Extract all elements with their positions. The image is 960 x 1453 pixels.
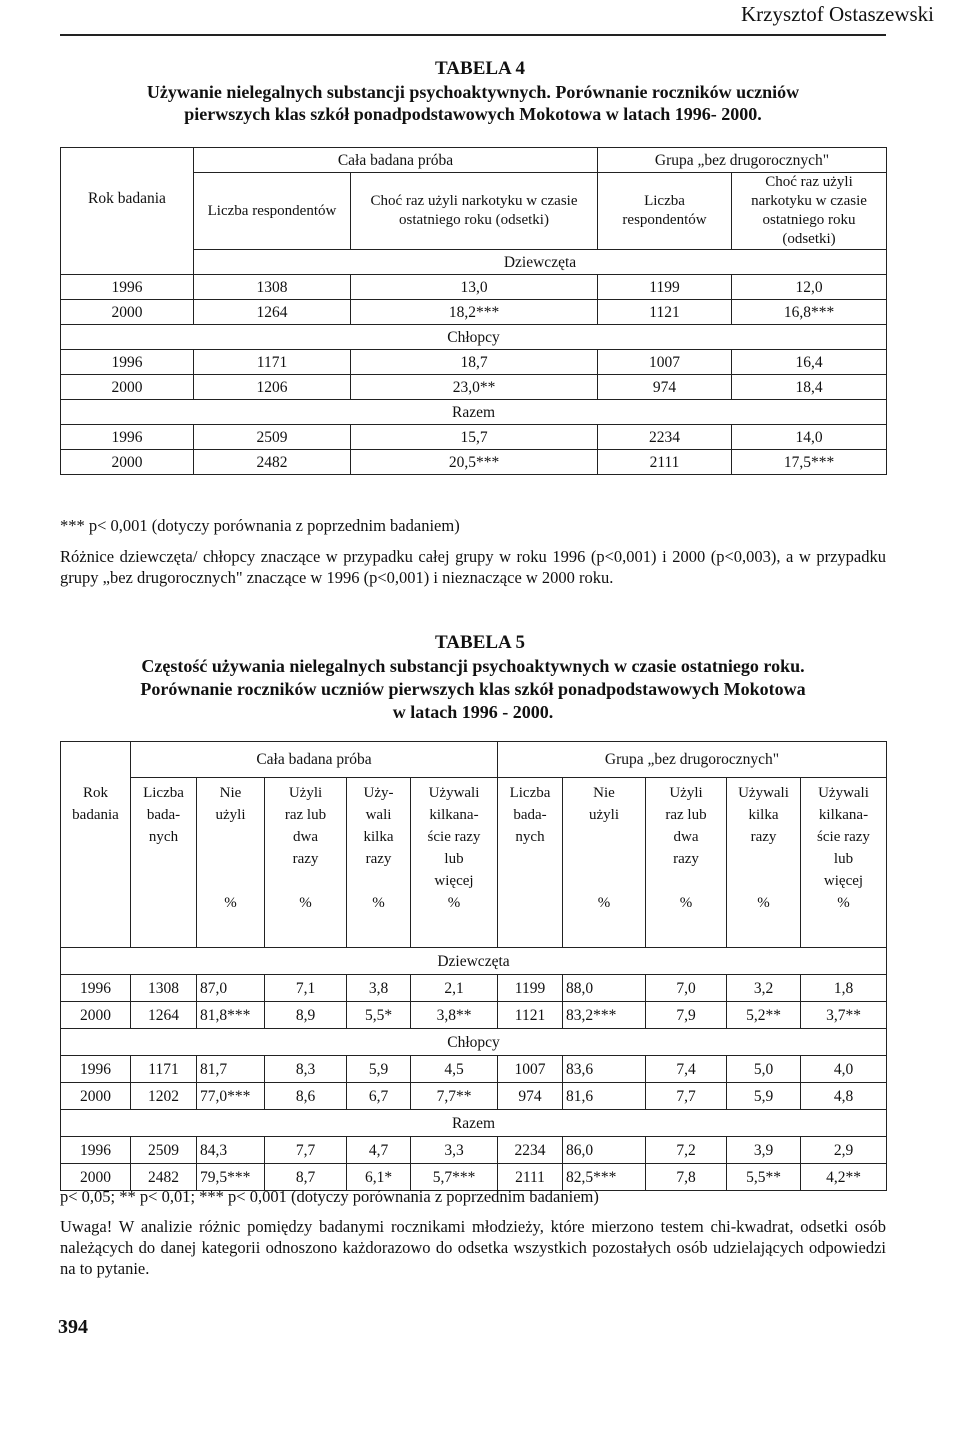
table5-col-header-line <box>730 848 797 870</box>
table4-cell: 18,4 <box>732 375 887 400</box>
table5-cell: 2000 <box>61 1002 131 1029</box>
table4-cell: 16,8*** <box>732 300 887 325</box>
table5-col-header-line: % <box>372 895 385 911</box>
table5-col-header-line: % <box>299 895 312 911</box>
table5-group-all: Cała badana próba <box>131 742 498 778</box>
table5-col-header-line <box>64 848 127 870</box>
table5-col-header-line: Uży- <box>363 785 394 801</box>
table5-col-header-line <box>350 870 407 892</box>
table5-cell: 7,2 <box>646 1137 727 1164</box>
table5-cell: 5,7*** <box>411 1164 498 1191</box>
table5-cell: 87,0 <box>197 975 265 1002</box>
table5-col-header-line <box>200 848 261 870</box>
table4-cell: 974 <box>598 375 732 400</box>
table5-cell: 81,6 <box>563 1083 646 1110</box>
table5-col-header-line: kilkana- <box>429 807 479 823</box>
table5-cell: 1171 <box>131 1056 197 1083</box>
table4-row <box>61 450 887 475</box>
table4-cell: 23,0** <box>351 375 598 400</box>
table5-col-header-line: raz lub <box>284 807 327 823</box>
table5-col-header-line <box>200 826 261 848</box>
table4-cell: 20,5*** <box>351 450 598 475</box>
table5-col-header-line: dwa <box>293 829 318 845</box>
table4-remark: Różnice dziewczęta/ chłopcy znaczące w przypadku całej grupy w roku 1996 (p<0,001) i 2000 (p<0,003), a w przypadku grupy „bez drugorocznych" znaczące w 1996 (p<0,001) i nieznaczące w 2000 roku. <box>60 547 886 587</box>
table5-col-header-line: % <box>447 895 461 911</box>
table5-cell: 7,0 <box>646 975 727 1002</box>
table5-cell: 82,5*** <box>563 1164 646 1191</box>
table5-col-header-line: ście razy <box>427 829 481 845</box>
table5-col-header-line: razy <box>750 829 777 845</box>
table5-row <box>61 1083 887 1110</box>
table4-cell: 2111 <box>598 450 732 475</box>
table5-cell: 2,1 <box>411 975 498 1002</box>
table4-section-label: Razem <box>61 400 887 425</box>
table5-col-header-line <box>268 870 343 892</box>
table5-col-header-line <box>200 870 261 892</box>
table5-cell: 84,3 <box>197 1137 265 1164</box>
table5-col-header <box>131 778 197 948</box>
table5-col-header-line: Rok <box>82 784 108 801</box>
table5-cell: 2509 <box>131 1137 197 1164</box>
table5-cell: 83,2*** <box>563 1002 646 1029</box>
table5-col-header <box>265 778 347 948</box>
table5-cell: 7,9 <box>646 1002 727 1029</box>
table5-cell: 3,7** <box>801 1002 887 1029</box>
table5-cell: 1996 <box>61 1056 131 1083</box>
table5-col-header-line <box>64 892 127 914</box>
table5-cell: 2000 <box>61 1164 131 1191</box>
table5-col-header-line: lub <box>833 851 854 867</box>
table4-footnote: *** p< 0,001 (dotyczy porównania z poprzednim badaniem) <box>60 516 460 535</box>
table4-cell: 2509 <box>194 425 351 450</box>
table4 <box>60 147 887 475</box>
table4-cell: 1264 <box>194 300 351 325</box>
table5-col-header-line: więcej <box>823 873 864 889</box>
table5-cell: 6,1* <box>347 1164 411 1191</box>
table5-col-header <box>61 778 131 948</box>
table5-cell: 4,5 <box>411 1056 498 1083</box>
table5-cell: 2,9 <box>801 1137 887 1164</box>
table4-cell: 1199 <box>598 275 732 300</box>
table5-col-header-line: Używali <box>818 785 869 801</box>
table5-cell: 4,8 <box>801 1083 887 1110</box>
table4-caption-line1: Używanie nielegalnych substancji psychoaktywnych. Porównanie roczników uczniów <box>146 82 800 102</box>
table5-cell: 83,6 <box>563 1056 646 1083</box>
table5-col-header-line <box>134 870 193 892</box>
table5-remark: Uwaga! W analizie różnic pomiędzy badanymi rocznikami młodzieży, które mierzono testem chi-kwadrat, odsetki osób należących do danej kategorii odnoszono każdorazowo do odsetka wszystkich pozostałych osób udzielających odpowiedzi na to pytanie. <box>60 1217 886 1278</box>
table5-col-header-line: kilkana- <box>818 807 869 823</box>
table4-cell: 2234 <box>598 425 732 450</box>
table5-col-header-line: Liczba <box>509 785 551 801</box>
table5-cell: 81,8*** <box>197 1002 265 1029</box>
table5-col-header-line: dwa <box>673 829 699 845</box>
table5-cell: 3,9 <box>727 1137 801 1164</box>
table5-cell: 2482 <box>131 1164 197 1191</box>
table5-col-header-line: razy <box>365 851 392 867</box>
table5-cell: 5,5** <box>727 1164 801 1191</box>
table4-col-used-nr: Choć raz użyli narkotyku w czasie ostatniego roku (odsetki) <box>732 173 887 250</box>
table5-cell: 5,9 <box>727 1083 801 1110</box>
table5-col-header-line: Używali <box>428 785 480 801</box>
table5-cell: 7,7 <box>265 1137 347 1164</box>
table4-col-year: Rok badania <box>61 148 194 250</box>
table5-row <box>61 1137 887 1164</box>
table5-col-header-line <box>566 870 642 892</box>
table5-section-label: Dziewczęta <box>61 948 887 975</box>
table5-col-header-line: wali <box>365 807 392 823</box>
table5-section-label: Chłopcy <box>61 1029 887 1056</box>
table5-col-header-line: % <box>679 895 693 911</box>
table5-cell: 1199 <box>498 975 563 1002</box>
table5-cell: 2111 <box>498 1164 563 1191</box>
table5-row <box>61 1056 887 1083</box>
table5-section-label: Razem <box>61 1110 887 1137</box>
table5-cell: 5,5* <box>347 1002 411 1029</box>
table4-cell: 17,5*** <box>732 450 887 475</box>
page-number: 394 <box>58 1316 88 1338</box>
table4-caption-line2: pierwszych klas szkół ponadpodstawowych Mokotowa w latach 1996- 2000. <box>184 104 762 124</box>
table5-col-header-line <box>501 892 559 914</box>
table4-cell: 1121 <box>598 300 732 325</box>
table5-cell: 1202 <box>131 1083 197 1110</box>
table5-col-header-line <box>501 870 559 892</box>
table5-col-header-line: użyli <box>215 807 246 823</box>
table5-cell: 1,8 <box>801 975 887 1002</box>
table5-cell: 5,9 <box>347 1056 411 1083</box>
table4-row <box>61 275 887 300</box>
table4-group-nonrep: Grupa „bez drugorocznych" <box>598 148 887 173</box>
table5-cell: 3,3 <box>411 1137 498 1164</box>
table5-col-header-line: raz lub <box>665 807 707 823</box>
table4-cell: 1308 <box>194 275 351 300</box>
table4-section-label: Chłopcy <box>61 325 887 350</box>
table5-cell: 1996 <box>61 1137 131 1164</box>
table5-cell: 79,5*** <box>197 1164 265 1191</box>
table5-col-header-line: Używali <box>738 785 789 801</box>
table5-cell: 1121 <box>498 1002 563 1029</box>
table5-col-header <box>801 778 887 948</box>
table4-cell: 1206 <box>194 375 351 400</box>
table5-cell: 5,0 <box>727 1056 801 1083</box>
table4-cell: 2000 <box>61 375 194 400</box>
table5-col-header-line: Użyli <box>288 785 323 801</box>
table5-col-header-line: Użyli <box>669 785 703 801</box>
table5-col-header-line <box>649 870 723 892</box>
table5-col-header-line: bada- <box>513 807 547 823</box>
table4-section-label: Dziewczęta <box>194 250 887 275</box>
table5-cell: 1996 <box>61 975 131 1002</box>
table5-cell: 6,7 <box>347 1083 411 1110</box>
table4-cell: 2000 <box>61 300 194 325</box>
table5-col-header-line: Nie <box>593 785 615 801</box>
table5-col-header-line <box>64 870 127 892</box>
table5-group-nonrep: Grupa „bez drugorocznych" <box>498 742 887 778</box>
table5-col-header-line <box>134 892 193 914</box>
table5-col-header <box>646 778 727 948</box>
table5-cell: 1264 <box>131 1002 197 1029</box>
table5-col-header-line: % <box>224 895 237 911</box>
table4-cell: 1171 <box>194 350 351 375</box>
table5-cell: 7,7** <box>411 1083 498 1110</box>
table5-col-header-line <box>501 848 559 870</box>
table5-col-header-line: Nie <box>219 785 242 801</box>
table5-col-header-line: % <box>757 895 770 911</box>
table4-cell: 1996 <box>61 425 194 450</box>
table5-caption-line3: w latach 1996 - 2000. <box>392 702 554 722</box>
table5-cell: 2000 <box>61 1083 131 1110</box>
table5-col-header-line: nych <box>148 829 179 845</box>
table5-col-header-line: ście razy <box>817 829 870 845</box>
table5-cell: 77,0*** <box>197 1083 265 1110</box>
table4-cell: 12,0 <box>732 275 887 300</box>
table4-cell: 2000 <box>61 450 194 475</box>
table5-cell: 7,7 <box>646 1083 727 1110</box>
table4-title: TABELA 4 <box>435 58 525 79</box>
table4-cell: 18,2*** <box>351 300 598 325</box>
table4-row <box>61 425 887 450</box>
table5-footnote: p< 0,05; ** p< 0,01; *** p< 0,001 (dotyczy porównania z poprzednim badaniem) <box>60 1187 599 1206</box>
table5-col-header-line: nych <box>515 829 545 845</box>
table4-cell: 2482 <box>194 450 351 475</box>
table5-cell: 8,3 <box>265 1056 347 1083</box>
table4-cell: 18,7 <box>351 350 598 375</box>
table5-col-header <box>197 778 265 948</box>
table5-col-header-line: lub <box>444 851 464 867</box>
table5-col-header-line <box>730 870 797 892</box>
running-header-author: Krzysztof Ostaszewski <box>740 2 934 26</box>
table5-cell: 1007 <box>498 1056 563 1083</box>
table5-row <box>61 1002 887 1029</box>
table5-col-header-line <box>566 848 642 870</box>
table4-cell: 1007 <box>598 350 732 375</box>
table5-cell: 4,2** <box>801 1164 887 1191</box>
table4-col-count-nr: Liczba respondentów <box>598 173 732 250</box>
table5-col-header-line: więcej <box>434 873 474 889</box>
table5-col-header-line: razy <box>292 851 319 867</box>
table5-cell: 7,4 <box>646 1056 727 1083</box>
header-rule <box>60 34 886 36</box>
table4-cell: 1996 <box>61 275 194 300</box>
table5-cell: 8,9 <box>265 1002 347 1029</box>
table5-col-header-line: bada- <box>146 807 181 823</box>
table5-col-header-line: kilka <box>363 829 394 845</box>
table5-col-header-line <box>64 826 127 848</box>
table5-col-header-line: kilka <box>748 807 779 823</box>
table5 <box>60 741 887 1191</box>
table5-cell: 88,0 <box>563 975 646 1002</box>
table5-col-header-line: użyli <box>589 807 619 823</box>
table5-col-header <box>347 778 411 948</box>
table5-cell: 81,7 <box>197 1056 265 1083</box>
table4-year-col-cont <box>61 250 194 275</box>
table5-col-header-line <box>566 826 642 848</box>
table5-col-header <box>498 778 563 948</box>
table5-caption-line2: Porównanie roczników uczniów pierwszych klas szkół ponadpodstawowych Mokotowa <box>140 679 806 699</box>
table5-cell: 86,0 <box>563 1137 646 1164</box>
table5-caption-line1: Częstość używania nielegalnych substancji psychoaktywnych w czasie ostatniego roku. <box>141 656 805 676</box>
table5-cell: 8,7 <box>265 1164 347 1191</box>
table5-col-header-line: razy <box>673 851 699 867</box>
table5-col-header-line <box>134 848 193 870</box>
table5-col-header-line: % <box>597 895 611 911</box>
table4-col-count-all: Liczba respondentów <box>194 173 351 250</box>
table5-col-header-line: Liczba <box>143 785 184 801</box>
table5-col-header-line: % <box>837 895 850 911</box>
table5-cell: 974 <box>498 1083 563 1110</box>
table4-row <box>61 300 887 325</box>
table5-cell: 8,6 <box>265 1083 347 1110</box>
table5-cell: 1308 <box>131 975 197 1002</box>
table5-cell: 3,8** <box>411 1002 498 1029</box>
table5-col-header <box>727 778 801 948</box>
table5-cell: 2234 <box>498 1137 563 1164</box>
table5-cell: 7,8 <box>646 1164 727 1191</box>
table5-cell: 4,0 <box>801 1056 887 1083</box>
table4-cell: 13,0 <box>351 275 598 300</box>
table5-col-header <box>411 778 498 948</box>
table5-col-header <box>563 778 646 948</box>
table5-cell: 3,8 <box>347 975 411 1002</box>
table4-cell: 16,4 <box>732 350 887 375</box>
table5-cell: 3,2 <box>727 975 801 1002</box>
table5-cell: 7,1 <box>265 975 347 1002</box>
table4-cell: 14,0 <box>732 425 887 450</box>
table4-row <box>61 375 887 400</box>
table5-title: TABELA 5 <box>435 632 525 653</box>
table4-cell: 1996 <box>61 350 194 375</box>
table4-cell: 15,7 <box>351 425 598 450</box>
table4-group-all: Cała badana próba <box>194 148 598 173</box>
table5-row <box>61 975 887 1002</box>
table5-col-header-line: badania <box>72 806 119 823</box>
table5-cell: 4,7 <box>347 1137 411 1164</box>
table4-row <box>61 350 887 375</box>
table5-corner <box>61 742 131 778</box>
table4-col-used-all: Choć raz użyli narkotyku w czasie ostatniego roku (odsetki) <box>351 173 598 250</box>
table5-cell: 5,2** <box>727 1002 801 1029</box>
